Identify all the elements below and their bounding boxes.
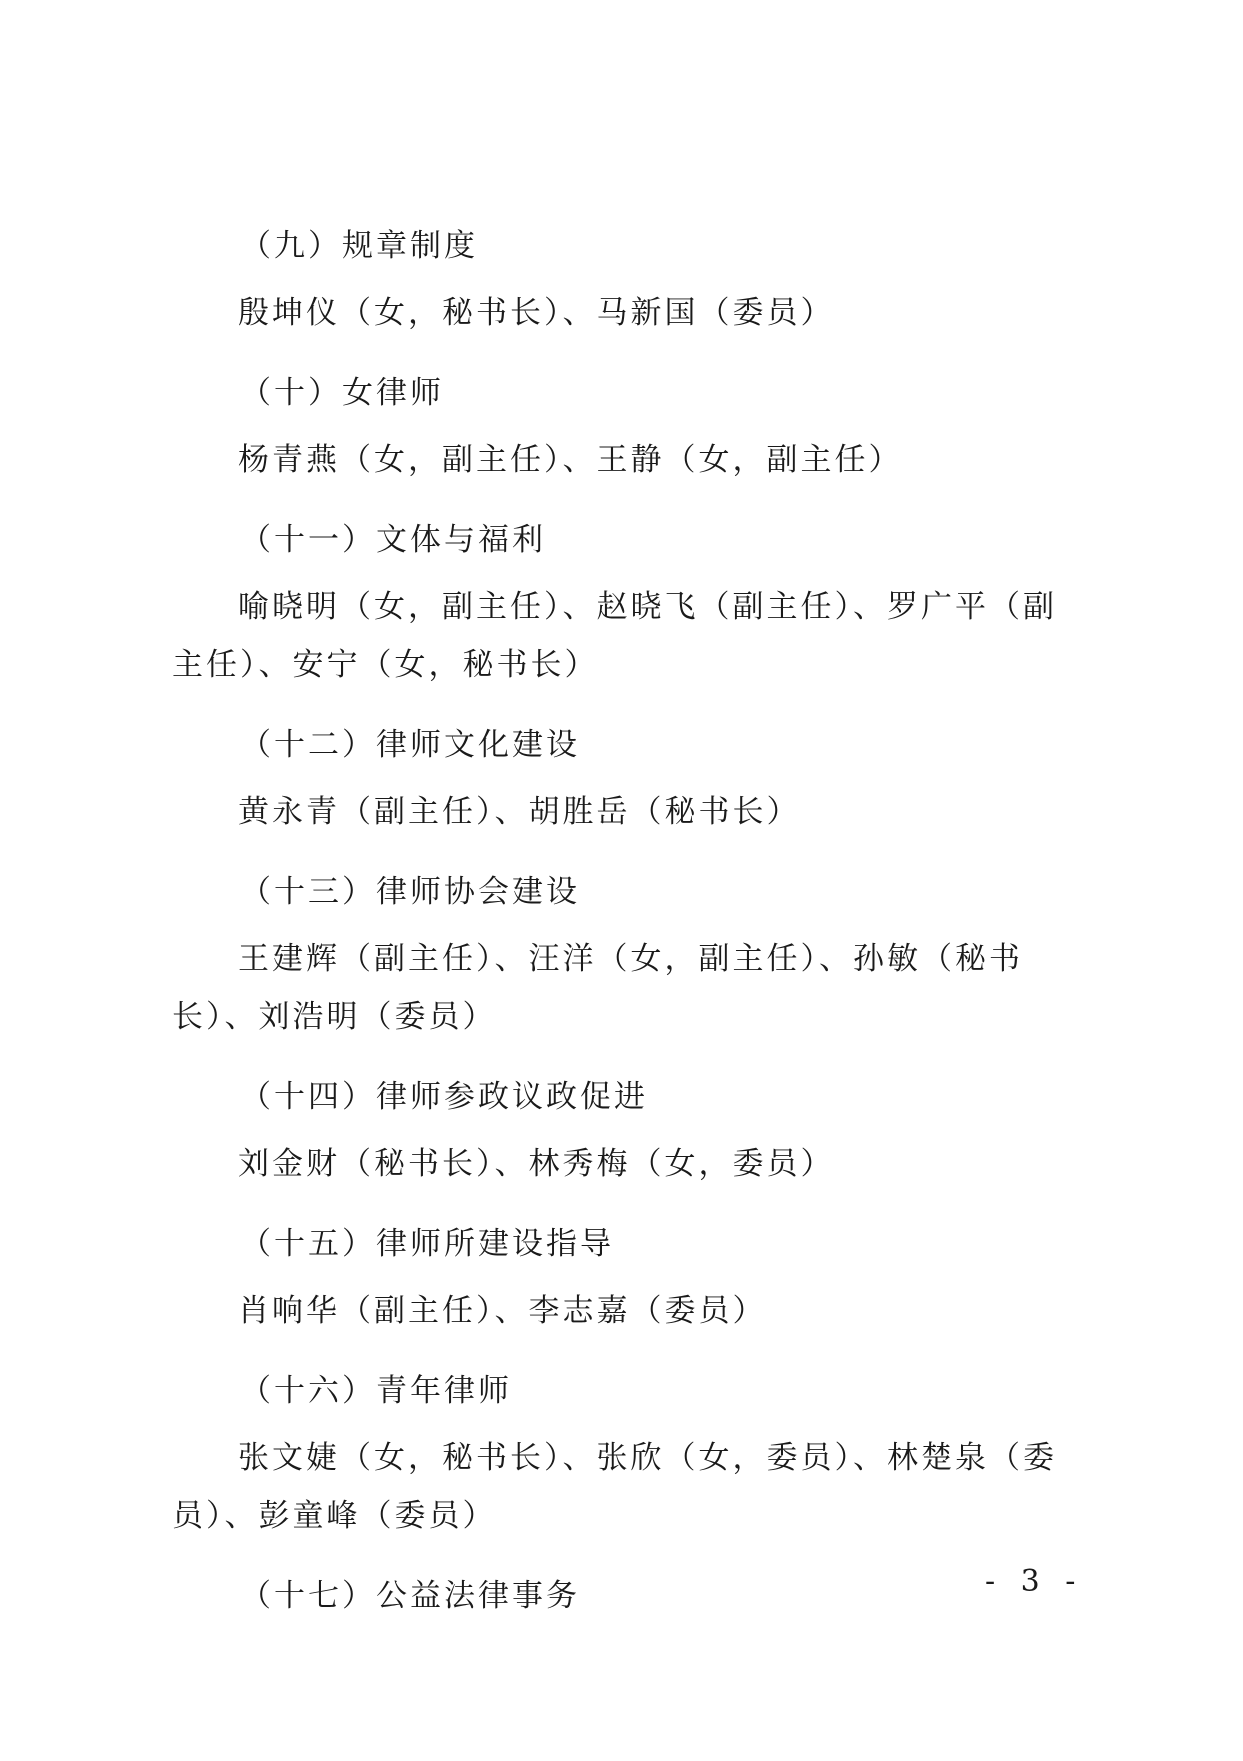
section-11 (172, 520, 1082, 694)
section-14 (172, 1077, 1082, 1193)
section-members: 黄永青（副主任）、胡胜岳（秘书长） (238, 794, 801, 830)
section-members: 杨青燕（女，副主任）、王静（女，副主任） (238, 442, 903, 478)
section-heading: （十七）公益法律事务 (240, 1578, 580, 1614)
page-number: - 3 - (985, 1564, 1084, 1599)
section-members: 张文婕（女，秘书长）、张欣（女，委员）、林楚泉（委员）、彭童峰（委员） (172, 1440, 1057, 1534)
section-heading: （十五）律师所建设指导 (240, 1226, 614, 1262)
section-heading: （十三）律师协会建设 (240, 874, 580, 910)
section-16 (172, 1371, 1082, 1545)
section-heading: （十二）律师文化建设 (240, 727, 580, 763)
section-members: 刘金财（秘书长）、林秀梅（女，委员） (238, 1146, 835, 1182)
section-heading: （十一）文体与福利 (240, 522, 546, 558)
section-heading: （十四）律师参政议政促进 (240, 1079, 648, 1115)
section-members: 殷坤仪（女，秘书长）、马新国（委员） (238, 295, 835, 331)
section-heading: （九）规章制度 (240, 228, 478, 264)
section-9 (172, 226, 1082, 342)
section-15 (172, 1224, 1082, 1340)
section-17 (172, 1576, 1082, 1616)
section-12 (172, 725, 1082, 841)
committee-list (172, 226, 1082, 1634)
section-members: 王建辉（副主任）、汪洋（女，副主任）、孙敏（秘书长）、刘浩明（委员） (172, 941, 1023, 1035)
section-members: 喻晓明（女，副主任）、赵晓飞（副主任）、罗广平（副主任）、安宁（女，秘书长） (172, 589, 1057, 683)
section-13 (172, 872, 1082, 1046)
section-members: 肖响华（副主任）、李志嘉（委员） (238, 1293, 767, 1329)
section-heading: （十六）青年律师 (240, 1373, 512, 1409)
section-10 (172, 373, 1082, 489)
section-heading: （十）女律师 (240, 375, 444, 411)
